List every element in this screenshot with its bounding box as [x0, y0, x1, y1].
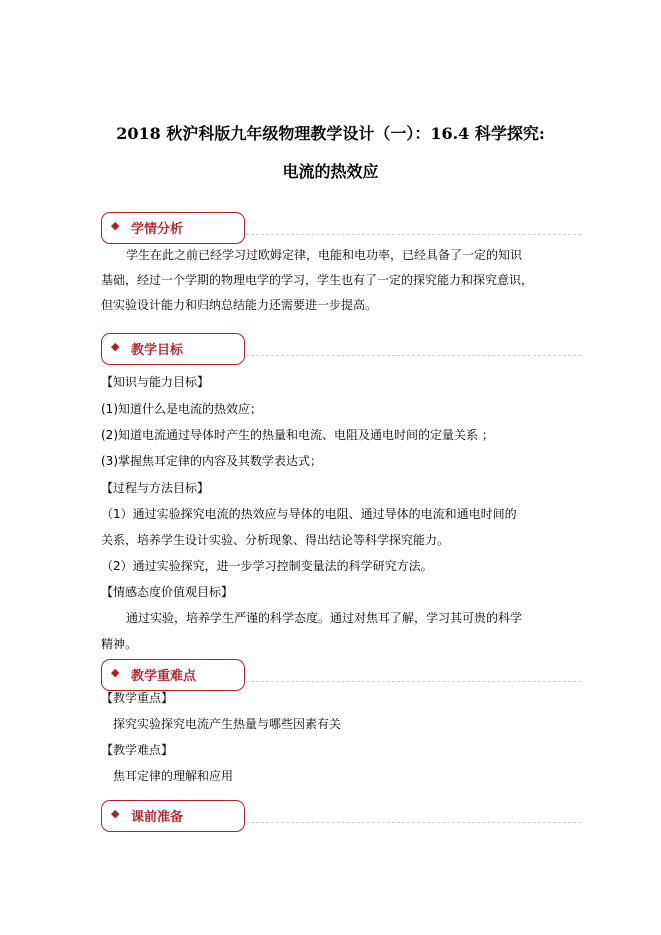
- diamond-icon: ◆: [111, 340, 120, 353]
- diamond-icon: ◆: [111, 219, 120, 232]
- process-item-1: （1）通过实验探究电流的热效应与导体的电阻、通过导体的电流和通电时间的: [101, 507, 517, 521]
- section-divider: [246, 355, 581, 356]
- difficulty-heading: 【教学难点】: [101, 743, 174, 757]
- section-divider: [246, 822, 581, 823]
- document-title-line-1: 2018 秋沪科版九年级物理教学设计（一）：16.4 科学探究:: [116, 124, 545, 143]
- section-divider: [246, 681, 581, 682]
- emotion-line-1: 通过实验，培养学生严谨的科学态度。通过对焦耳了解，学习其可贵的科学: [126, 611, 523, 625]
- section-header-key-points: [101, 659, 581, 693]
- analysis-line-2: 基础，经过一个学期的物理电学的学习，学生也有了一定的探究能力和探究意识，: [101, 273, 534, 287]
- diamond-icon: ◆: [111, 666, 120, 679]
- section-header-preparation: [101, 800, 581, 834]
- analysis-line-3: 但实验设计能力和归纳总结能力还需要进一步提高。: [101, 298, 378, 312]
- section-header-analysis: [101, 212, 581, 246]
- process-item-2: （2）通过实验探究，进一步学习控制变量法的科学研究方法。: [101, 559, 433, 573]
- knowledge-item-2: (2)知道电流通过导体时产生的热量和电流、电阻及通电时间的定量关系 ；: [101, 428, 494, 442]
- analysis-line-1: 学生在此之前已经学习过欧姆定律，电能和电功率，已经具备了一定的知识: [126, 248, 523, 262]
- emotion-line-2: 精神。: [101, 637, 138, 651]
- section-header-goals: [101, 333, 581, 367]
- document-title-line-2: 电流的热效应: [282, 162, 379, 181]
- knowledge-heading: 【知识与能力目标】: [101, 375, 210, 389]
- diamond-icon: ◆: [111, 807, 120, 820]
- key-point-text: 探究实验探究电流产生热量与哪些因素有关: [113, 717, 342, 731]
- knowledge-item-1: (1)知道什么是电流的热效应；: [101, 402, 262, 416]
- emotion-heading: 【情感态度价值观目标】: [101, 585, 234, 599]
- section-title: 教学重难点: [131, 669, 197, 684]
- section-title: 学情分析: [131, 222, 184, 237]
- process-item-1-cont: 关系，培养学生设计实验、分析现象、得出结论等科学探究能力。: [101, 533, 450, 547]
- section-title: 教学目标: [131, 343, 184, 358]
- section-divider: [246, 234, 581, 235]
- key-point-heading: 【教学重点】: [101, 691, 174, 705]
- difficulty-text: 焦耳定律的理解和应用: [113, 769, 234, 783]
- knowledge-item-3: (3)掌握焦耳定律的内容及其数学表达式；: [101, 454, 322, 468]
- section-title: 课前准备: [131, 810, 184, 825]
- process-heading: 【过程与方法目标】: [101, 481, 210, 495]
